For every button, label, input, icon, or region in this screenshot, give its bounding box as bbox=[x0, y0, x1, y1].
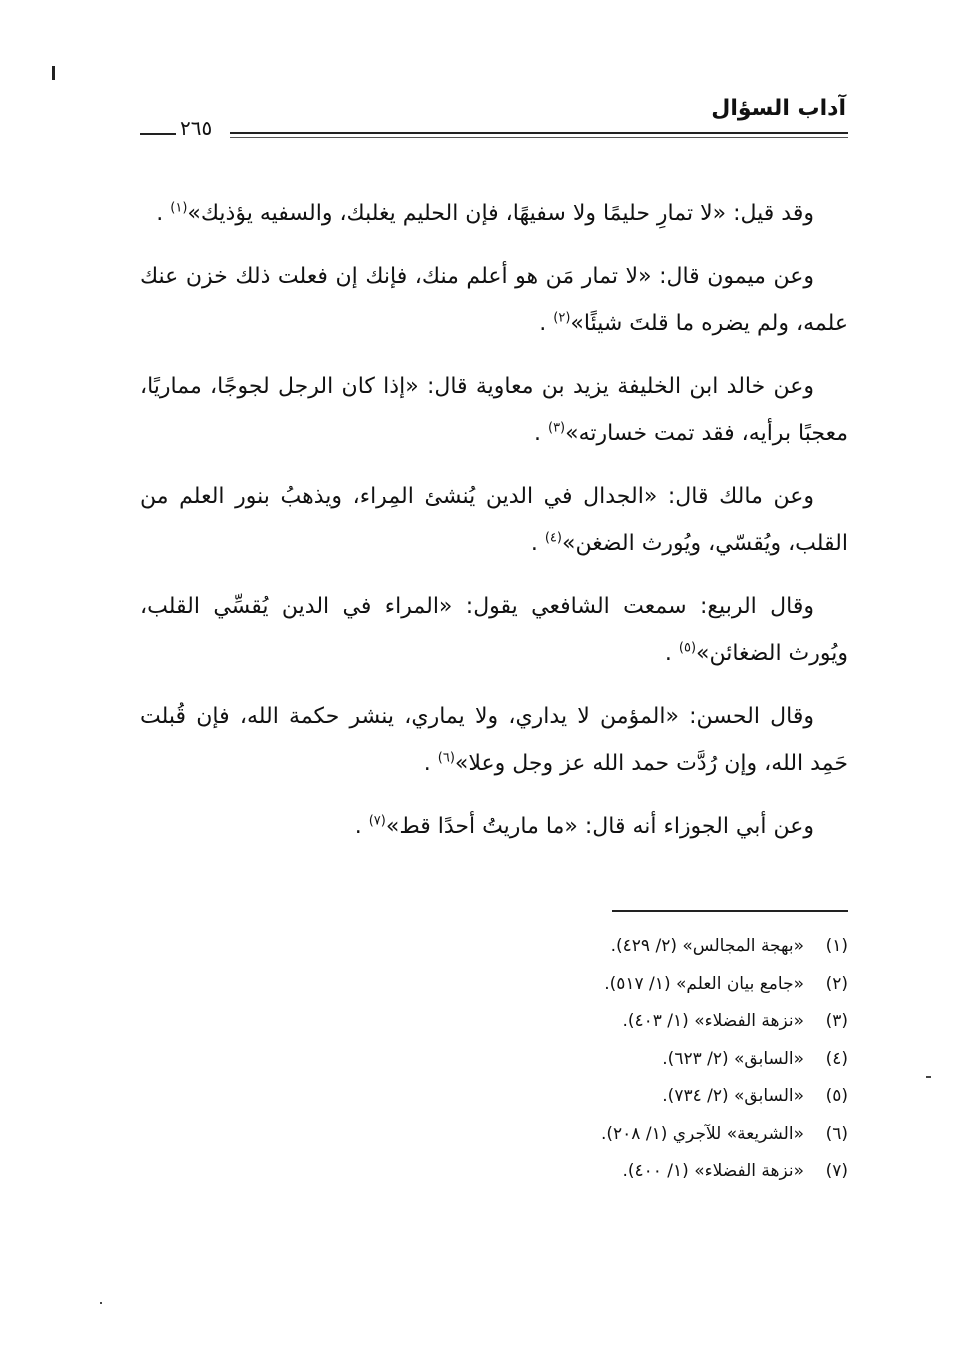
footnote-text: «السابق» (٢/ ٦٢٣). bbox=[662, 1048, 804, 1069]
footnote-ref: (٦) bbox=[437, 750, 455, 766]
footnote-text: «بهجة المجالس» (٢/ ٤٢٩). bbox=[610, 936, 804, 956]
footnote-ref: (١) bbox=[170, 200, 188, 216]
footnote-number: (٣) bbox=[825, 1011, 848, 1031]
paragraph bbox=[140, 803, 848, 850]
footnote-number: (٦) bbox=[825, 1123, 848, 1144]
paragraph bbox=[140, 253, 848, 347]
footnote bbox=[140, 928, 848, 966]
footnote bbox=[140, 1116, 848, 1154]
paragraph bbox=[140, 693, 848, 787]
paragraph bbox=[140, 583, 848, 677]
scan-speck bbox=[926, 1076, 931, 1078]
paragraph-text: وقال الربيع: سمعت الشافعي يقول: «المراء في الدين يُقسِّي القلب، ويُورث الضغائن» bbox=[140, 594, 848, 666]
footnotes bbox=[140, 928, 848, 1191]
paragraph-end: . bbox=[539, 311, 547, 336]
footnote-text: «الشريعة» للآجري (١/ ٢٠٨). bbox=[601, 1123, 804, 1144]
footnote-ref: (٤) bbox=[544, 530, 562, 546]
footnote bbox=[140, 1078, 848, 1116]
footnote-number: (١) bbox=[825, 936, 848, 956]
footnote bbox=[140, 966, 848, 1004]
paragraph-text: وعن ميمون قال: «لا تمار مَن هو أعلم منك، فإنك إن فعلت ذلك خزن عنك علمه، ولم يضره ما قلتَ شيئًا» bbox=[140, 264, 848, 336]
paragraph-end: . bbox=[530, 531, 538, 556]
paragraph-text: وعن أبي الجوزاء أنه قال: «ما ماريتُ أحدًا قط» bbox=[385, 814, 814, 839]
paragraph-text: وقال الحسن: «المؤمن لا يداري، ولا يماري، ينشر حكمة الله، فإن قُبلت حَمِد الله، وإن رُدَّت حمد الله عز وجل وعلا» bbox=[140, 704, 848, 776]
page-number-rule bbox=[140, 133, 176, 135]
footnote-text: «السابق» (٢/ ٧٣٤). bbox=[662, 1086, 804, 1106]
paragraph-end: . bbox=[423, 751, 431, 776]
paragraph-text: وقد قيل: «لا تمارِ حليمًا ولا سفيهًا، فإن الحليم يغلبك، والسفيه يؤذيك» bbox=[187, 201, 814, 226]
paragraph bbox=[140, 473, 848, 567]
paragraph-text: وعن خالد ابن الخليفة يزيد بن معاوية قال: «إذا كان الرجل لجوجًا، مماريًا، معجبًا برأيه، فقد تمت خسارته» bbox=[140, 374, 848, 446]
footnote-number: (٢) bbox=[825, 973, 848, 994]
footnote-number: (٥) bbox=[825, 1086, 848, 1106]
footnote-text: «جامع بيان العلم» (١/ ٥١٧). bbox=[604, 973, 804, 994]
footnote-ref: (٢) bbox=[553, 310, 571, 326]
footnote-separator bbox=[612, 910, 848, 912]
header-rule-thin bbox=[230, 137, 848, 138]
footnote-number: (٤) bbox=[825, 1048, 848, 1069]
header-rule bbox=[230, 132, 848, 134]
running-title: آداب السؤال bbox=[711, 96, 846, 121]
paragraph bbox=[140, 363, 848, 457]
page-number: ٢٦٥ bbox=[180, 116, 213, 140]
footnote bbox=[140, 1003, 848, 1041]
paragraph-end: . bbox=[156, 201, 164, 226]
footnote bbox=[140, 1041, 848, 1079]
paragraph-text: وعن مالك قال: «الجدال في الدين يُنشئ المِراء، ويذهبُ بنور العلم من القلب، ويُقسّي، ويُورث الضغن» bbox=[140, 484, 848, 556]
paragraph-end: . bbox=[354, 814, 362, 839]
footnote-ref: (٧) bbox=[368, 813, 386, 829]
footnote bbox=[140, 1153, 848, 1191]
page-header bbox=[140, 96, 848, 156]
footnote-ref: (٥) bbox=[678, 640, 697, 656]
paragraph bbox=[140, 190, 848, 237]
paragraph-end: . bbox=[533, 421, 541, 446]
footnote-text: «نزهة الفضلاء» (١/ ٤٠٠). bbox=[622, 1161, 804, 1181]
footnote-number: (٧) bbox=[825, 1161, 848, 1181]
scan-mark bbox=[52, 66, 55, 80]
main-text bbox=[140, 190, 848, 866]
footnote-text: «نزهة الفضلاء» (١/ ٤٠٣). bbox=[622, 1011, 804, 1031]
footnote-ref: (٣) bbox=[547, 420, 566, 436]
paragraph-end: . bbox=[664, 641, 672, 666]
scan-speck bbox=[100, 1302, 102, 1304]
